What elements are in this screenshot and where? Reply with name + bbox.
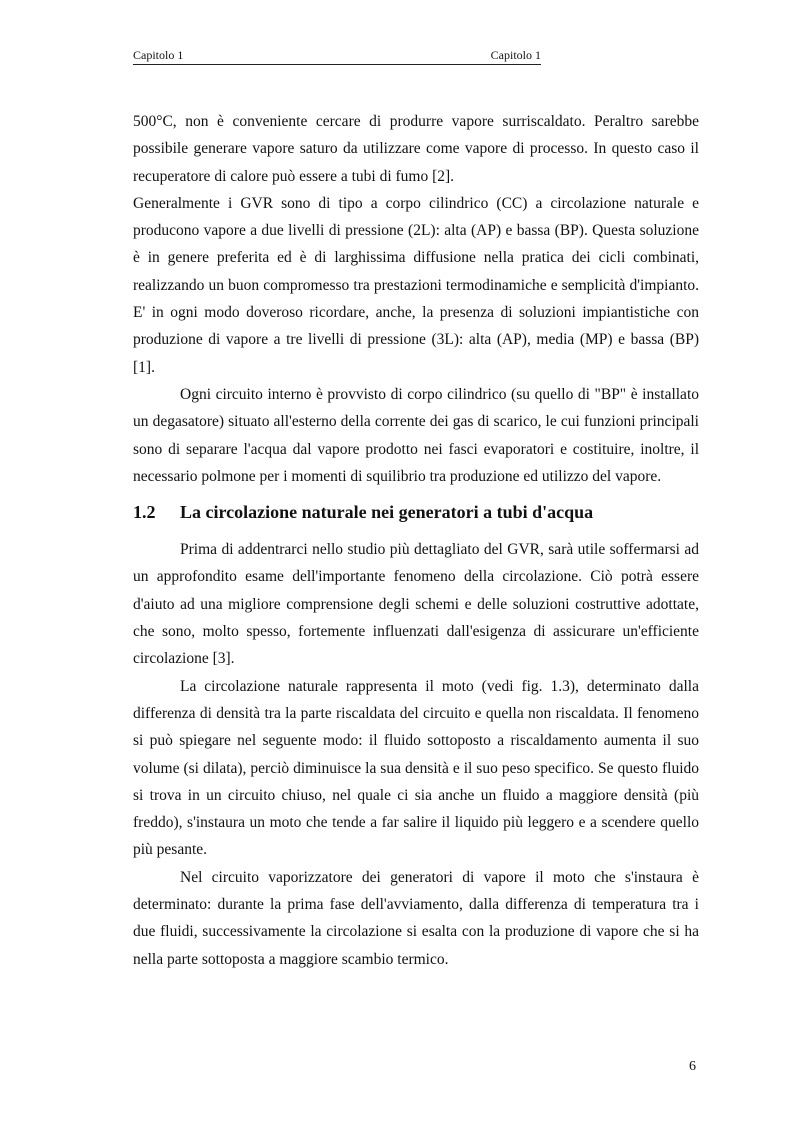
page-body xyxy=(133,108,699,973)
header-chapter-right: Capitolo 1 xyxy=(490,48,541,62)
paragraph-natural-circulation: La circolazione naturale rappresenta il moto (vedi fig. 1.3), determinato dalla differenza di densità tra la parte riscaldata del circuito e quella non riscaldata. Il fenomeno si può spiegare nel seguente modo: il fluido sottoposto a riscaldamento aumenta il suo volume (si dilata), perciò diminuisce la sua densità e il suo peso specifico. Se questo fluido si trova in un circuito chiuso, nel quale ci sia anche un fluido a maggiore densità (più freddo), s'instaura un moto che tende a far salire il liquido più leggero e a scendere quello più pesante. xyxy=(133,677,699,859)
section-heading xyxy=(133,500,699,524)
paragraph-internal-circuit: Ogni circuito interno è provvisto di corpo cilindrico (su quello di "BP" è installato un degasatore) situato all'esterno della corrente dei gas di scarico, le cui funzioni principali sono di separare l'acqua dal vapore prodotto nei fasci evaporatori e costituire, inoltre, il necessario polmone per i momenti di squilibrio tra produzione ed utilizzo del vapore. xyxy=(133,385,699,485)
paragraph-introduction: Prima di addentrarci nello studio più dettagliato del GVR, sarà utile soffermarsi ad un approfondito esame dell'importante fenomeno della circolazione. Ciò potrà essere d'aiuto ad una migliore comprensione degli schemi e delle soluzioni costruttive adottate, che sono, molto spesso, fortemente influenzati dall'esigenza di assicurare un'efficiente circolazione [3]. xyxy=(133,541,699,668)
paragraph-continuation: 500°C, non è conveniente cercare di produrre vapore surriscaldato. Peraltro sarebbe possibile generare vapore saturo da utilizzare come vapore di processo. In questo caso il recuperatore di calore può essere a tubi di fumo [2]. xyxy=(133,113,699,185)
paragraph-gvr-types: Generalmente i GVR sono di tipo a corpo cilindrico (CC) a circolazione naturale e producono vapore a due livelli di pressione (2L): alta (AP) e bassa (BP). Questa soluzione è in genere preferita ed è di larghissima diffusione nella pratica dei cicli combinati, realizzando un buon compromesso tra prestazioni termodinamiche e semplicità d'impianto. E' in ogni modo doveroso ricordare, anche, la presenza di soluzioni impiantistiche con produzione di vapore a tre livelli di pressione (3L): alta (AP), media (MP) e bassa (BP) [1]. xyxy=(133,194,699,376)
paragraph-vaporizer-circuit: Nel circuito vaporizzatore dei generatori di vapore il moto che s'instaura è determinato: durante la prima fase dell'avviamento, dalla differenza di temperatura tra i due fluidi, successivamente la circolazione si esalta con la produzione di vapore che si ha nella parte sottoposta a maggiore scambio termico. xyxy=(133,868,699,968)
page-header xyxy=(133,48,541,65)
section-number: 1.2 xyxy=(133,502,156,523)
section-title: La circolazione naturale nei generatori a tubi d'acqua xyxy=(180,502,594,523)
header-chapter-left: Capitolo 1 xyxy=(133,48,184,62)
page-number: 6 xyxy=(689,1059,696,1074)
